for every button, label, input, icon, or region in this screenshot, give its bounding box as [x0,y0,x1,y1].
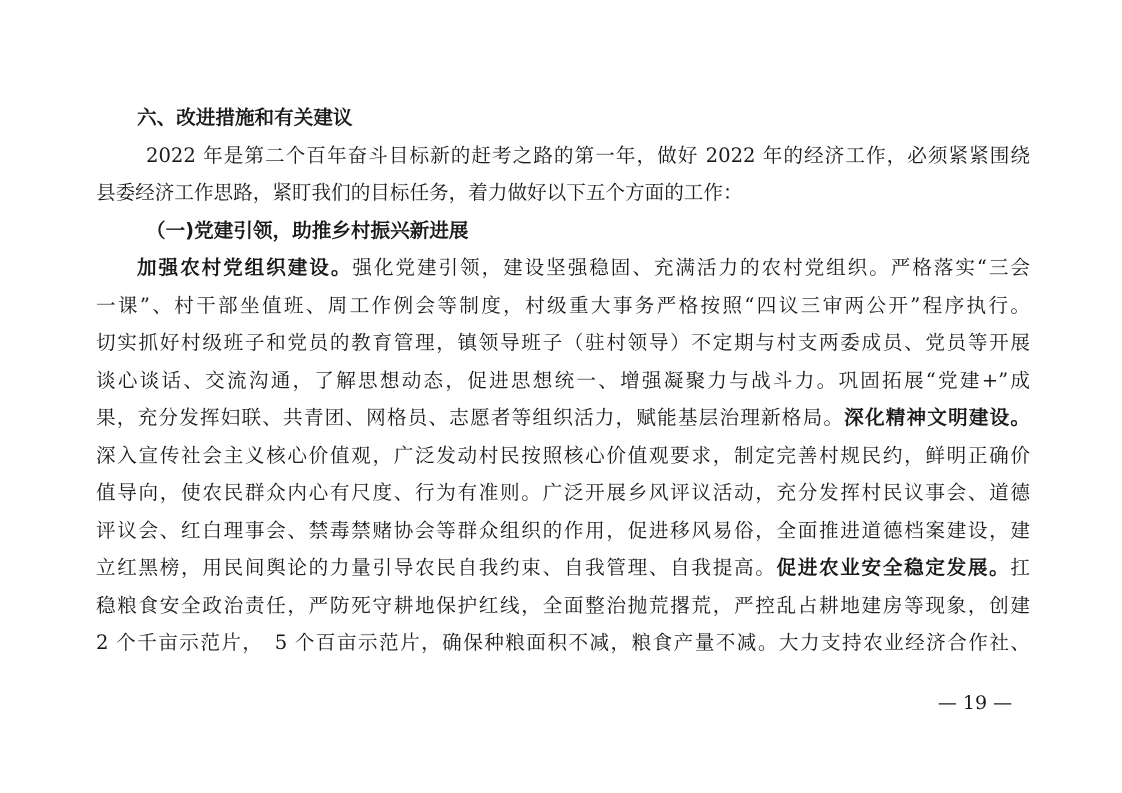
bold-lead-civilization: 深化精神文明建设。 [844,406,1031,429]
body-line-1-text: 强化党建引领，建设坚强稳固、充满活力的农村党组织。严格落实“三会 [352,256,1030,279]
body-line-1 [96,249,1030,287]
body-line-8: 评议会、红白理事会、禁毒禁赌协会等群众组织的作用，促进移风易俗，全面推进道德档案建设，建 [96,518,1030,542]
body-line-3: 切实抓好村级班子和党员的教育管理，镇领导班子（驻村领导）不定期与村支两委成员、党员等开展 [96,331,1030,354]
page-number: — 19 — [937,692,1013,714]
intro-line-2: 县委经济工作思路，紧盯我们的目标任务，着力做好以下五个方面的工作： [96,181,743,204]
intro-line-1: 2022 年是第二个百年奋斗目标新的赶考之路的第一年，做好 2022 年的经济工作，必须紧紧围绕 [146,143,1030,167]
body-line-2: 一课”、村干部坐值班、周工作例会等制度，村级重大事务严格按照“四议三审两公开”程序执行。 [96,293,1030,317]
body-line-9-tail: 扛 [1010,556,1031,579]
body-line-6: 深入宣传社会主义核心价值观，广泛发动村民按照核心价值观要求，制定完善村规民约，鲜明正确价 [96,443,1030,467]
body-line-5-text: 果，充分发挥妇联、共青团、网格员、志愿者等组织活力，赋能基层治理新格局。 [96,406,845,429]
body-line-11: 2 个千亩示范片， 5 个百亩示范片，确保种粮面积不减，粮食产量不减。大力支持农业经济合作社、 [96,631,1030,654]
body-line-5 [96,399,1030,437]
body-line-7: 值导向，使农民群众内心有尺度、行为有准则。广泛开展乡风评议活动，充分发挥村民议事会、道德 [96,481,1030,504]
section-heading: 六、改进措施和有关建议 [137,106,353,129]
body-line-9-text: 立红黑榜，用民间舆论的力量引导农民自我约束、自我管理、自我提高。 [96,556,777,579]
body-line-9 [96,549,1030,587]
bold-lead-party-org: 加强农村党组织建设。 [137,256,353,279]
document-body [96,99,1030,662]
body-line-10: 稳粮食安全政治责任，严防死守耕地保护红线，全面整治抛荒撂荒，严控乱占耕地建房等现象，创建 [96,593,1030,617]
bold-lead-agriculture: 促进农业安全稳定发展。 [776,556,1011,579]
body-line-4: 谈心谈话、交流沟通，了解思想动态，促进思想统一、增强凝聚力与战斗力。巩固拓展“党建+”成 [96,368,1030,392]
subheading: （一)党建引领，助推乡村振兴新进展 [146,218,469,242]
